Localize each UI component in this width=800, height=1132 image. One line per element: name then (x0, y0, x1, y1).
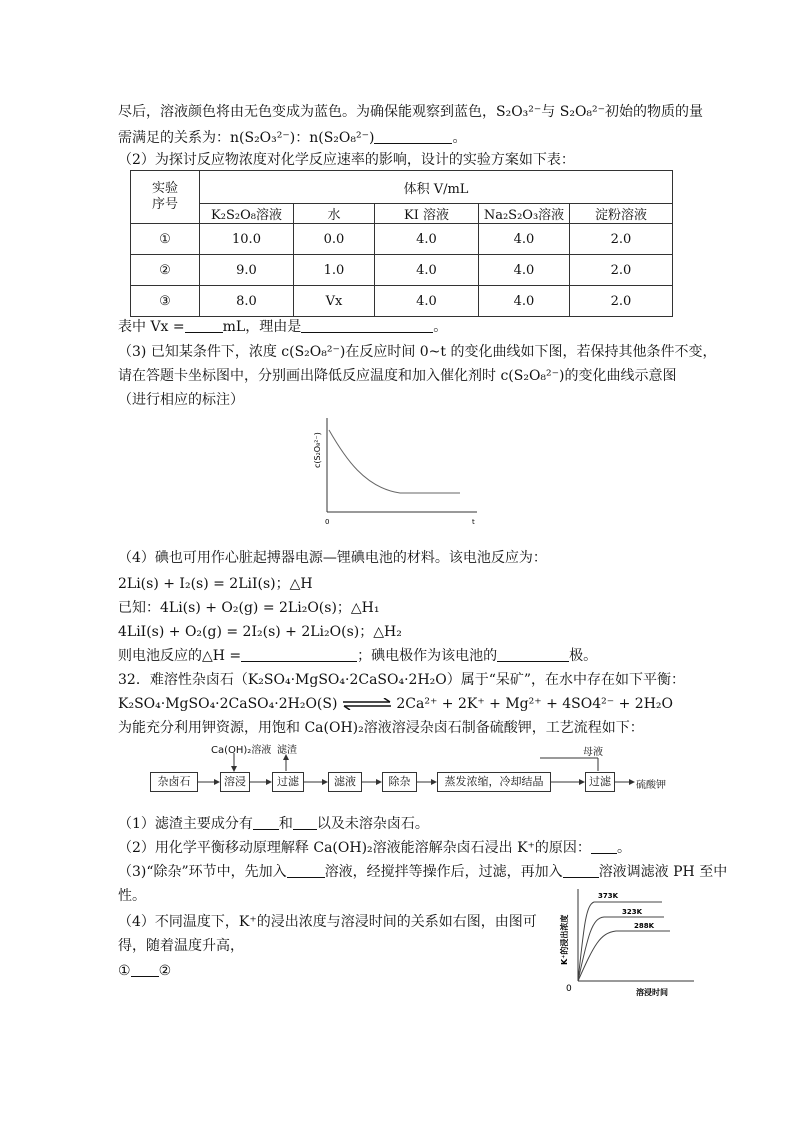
line-9: 2Li(s) + I₂(s) = 2LiI(s)；△H (118, 576, 313, 592)
line-16-c: 以及未溶杂卤石。 (316, 816, 429, 832)
leaching-graph (552, 885, 702, 1003)
line-11: 4LiI(s) + O₂(g) = 2I₂(s) + 2Li₂O(s)；△H₂ (118, 624, 402, 640)
line-22-b: ② (158, 963, 172, 979)
line-2-text: 需满足的关系为：n(S₂O₃²⁻)：n(S₂O₈²⁻) (118, 130, 375, 146)
row-id: ② (131, 255, 200, 286)
table-col-4: Na₂S₂O₃溶液 (479, 204, 570, 224)
flow-box-filter-1: 过滤 (272, 772, 304, 792)
line-19: 性。 (118, 888, 146, 904)
line-22-a: ① (118, 963, 131, 979)
table-cell: 8.0 (200, 286, 294, 317)
flow-residue-label: 滤渣 (277, 745, 297, 756)
line-12-c: 极。 (569, 648, 598, 664)
line-14-b: 2Ca²⁺ + 2K⁺ + Mg²⁺ + 4SO4²⁻ + 2H₂O (396, 696, 673, 712)
curve-373k (578, 902, 662, 981)
line-18-a: （3)“除杂”环节中，先加入 (118, 864, 287, 880)
graph2-origin: 0 (566, 984, 572, 994)
table-header-volume: 体积 V/mL (200, 171, 673, 204)
line-16-a: （1）滤渣主要成分有 (118, 816, 253, 832)
graph1-xend: t (472, 518, 475, 526)
table-cell: 10.0 (200, 224, 294, 255)
experiment-table (130, 170, 673, 317)
line-17-b: 。 (616, 840, 631, 856)
table-cell: 4.0 (479, 224, 570, 255)
line-12 (118, 647, 597, 665)
table-cell: 4.0 (479, 255, 570, 286)
answer-blank-reagent-2[interactable] (563, 863, 599, 878)
line-2-end: 。 (452, 130, 467, 146)
table-cell: 0.0 (294, 224, 375, 255)
answer-blank-reason[interactable] (301, 318, 433, 333)
line-12-b: ；碘电极作为该电池的 (357, 648, 498, 664)
graph2-xlabel: 溶浸时间 (636, 988, 668, 997)
line-14-a: K₂SO₄·MgSO₄·2CaSO₄·2H₂O(S) (118, 696, 338, 712)
flow-box-crystallize: 蒸发浓缩，冷却结晶 (437, 772, 551, 792)
line-17 (118, 839, 631, 857)
line-8: （4）碘也可用作心脏起搏器电源—锂碘电池的材料。该电池反应为： (118, 550, 547, 566)
line-16-b: 和 (278, 816, 293, 832)
line-4-a: 表中 Vx = (118, 319, 185, 335)
answer-blank-reason-2[interactable] (591, 839, 617, 854)
flow-product: 硫酸钾 (636, 780, 666, 791)
line-22 (118, 962, 171, 980)
answer-blank-vx[interactable] (185, 318, 223, 333)
line-18-b: 溶液，经搅拌等操作后，过滤，再加入 (324, 864, 563, 880)
line-17-a: （2）用化学平衡移动原理解释 Ca(OH)₂溶液能溶解杂卤石浸出 K⁺的原因： (118, 840, 591, 856)
line-18-c: 溶液调滤液 PH 至中 (598, 864, 728, 880)
line-4-c: 。 (433, 319, 448, 335)
line-4 (118, 318, 447, 336)
flow-box-filtrate: 滤液 (328, 772, 362, 792)
answer-blank-electrode[interactable] (497, 647, 569, 662)
row-id: ③ (131, 286, 200, 317)
graph1-ylabel: c(S₂O₈²⁻) (313, 432, 322, 468)
line-21: 得，随着温度升高， (118, 938, 244, 954)
series-label-373k: 373K (598, 892, 619, 900)
table-col-1: K₂S₂O₈溶液 (200, 204, 294, 224)
line-3: （2）为探讨反应物浓度对化学反应速率的影响，设计的实验方案如下表： (118, 152, 575, 168)
table-cell: 9.0 (200, 255, 294, 286)
line-18 (118, 863, 727, 881)
table-cell: 2.0 (570, 286, 673, 317)
answer-blank-dh[interactable] (241, 647, 357, 662)
table-cell: 4.0 (375, 255, 479, 286)
table-header-exp: 实验 序号 (131, 171, 200, 224)
graph2-ylabel: K⁺的浸出浓度 (560, 914, 569, 965)
table-row (131, 255, 673, 286)
table-cell: Vx (294, 286, 375, 317)
series-label-288k: 288K (634, 922, 655, 930)
line-7: （进行相应的标注） (118, 392, 244, 408)
graph1-curve (329, 430, 460, 493)
answer-blank-residue-2[interactable] (293, 815, 317, 830)
graph1-origin: 0 (325, 518, 330, 526)
line-2 (118, 129, 466, 147)
answer-blank-reagent-1[interactable] (287, 863, 325, 878)
line-1: 尽后，溶液颜色将由无色变成为蓝色。为确保能观察到蓝色，S₂O₃²⁻与 S₂O₈²⁻初始的物质的量 (118, 104, 704, 120)
line-20: （4）不同温度下，K⁺的浸出浓度与溶浸时间的关系如右图，由图可 (118, 914, 537, 930)
line-5: （3) 已知某条件下，浓度 c(S₂O₈²⁻)在反应时间 0~t 的变化曲线如下图，若保持其他条件不变， (118, 344, 717, 360)
flow-input-label: Ca(OH)₂溶液 (211, 745, 272, 756)
line-10: 已知：4Li(s) + O₂(g) = 2Li₂O(s)；△H₁ (118, 600, 380, 616)
line-13: 32．难溶性杂卤石（K₂SO₄·MgSO₄·2CaSO₄·2H₂O）属于“呆矿”，在水中存在如下平衡： (118, 672, 686, 688)
table-cell: 1.0 (294, 255, 375, 286)
line-4-b: mL，理由是 (222, 319, 302, 335)
flow-box-filter-2: 过滤 (585, 772, 615, 792)
table-cell: 4.0 (479, 286, 570, 317)
flow-box-leach: 溶浸 (220, 772, 250, 792)
table-cell: 4.0 (375, 286, 479, 317)
line-16 (118, 815, 429, 833)
line-6: 请在答题卡坐标图中，分别画出降低反应温度和加入催化剂时 c(S₂O₈²⁻)的变化曲线示意图 (118, 368, 677, 384)
curve-288k (578, 931, 670, 981)
table-cell: 2.0 (570, 255, 673, 286)
series-label-323k: 323K (622, 908, 643, 916)
equilibrium-arrow-icon (342, 698, 392, 710)
answer-blank-ratio[interactable] (374, 129, 452, 144)
line-14 (118, 695, 673, 713)
table-col-5: 淀粉溶液 (570, 204, 673, 224)
table-col-2: 水 (294, 204, 375, 224)
flow-box-raw: 杂卤石 (150, 772, 198, 792)
answer-blank-conclusion-1[interactable] (131, 962, 159, 977)
answer-blank-residue-1[interactable] (253, 815, 279, 830)
table-row (131, 224, 673, 255)
flow-box-purify: 除杂 (382, 772, 417, 792)
table-col-3: KI 溶液 (375, 204, 479, 224)
line-12-a: 则电池反应的△H = (118, 648, 242, 664)
table-cell: 2.0 (570, 224, 673, 255)
line-15: 为能充分利用钾资源，用饱和 Ca(OH)₂溶液溶浸杂卤石制备硫酸钾，工艺流程如下： (118, 720, 644, 736)
row-id: ① (131, 224, 200, 255)
table-cell: 4.0 (375, 224, 479, 255)
flow-mother-label: 母液 (583, 747, 603, 758)
table-row (131, 286, 673, 317)
concentration-graph (305, 418, 490, 530)
